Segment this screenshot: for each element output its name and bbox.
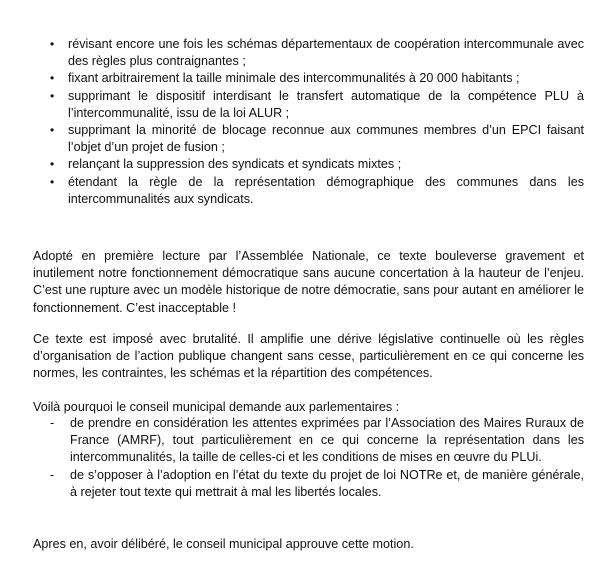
- dash-icon: -: [50, 416, 55, 430]
- paragraph-conclusion: Apres en, avoir délibéré, le conseil municipal approuve cette motion.: [33, 537, 414, 551]
- bullet-icon: •: [50, 174, 55, 189]
- list-item: • supprimant la minorité de blocage reconnue aux communes membres d’un EPCI faisant l’objet d’un projet de fusion ;: [50, 123, 584, 155]
- list-item: - de prendre en considération les attentes exprimées par l’Association des Maires Ruraux de France (AMRF), tout particulièrement en ce qui concerne la représentation dans les intercommunalités, la taille de celles-ci et les conditions de mises en œuvre du PLUi.: [50, 416, 584, 465]
- list-item: • supprimant le dispositif interdisant le transfert automatique de la compétence PLU à l’intercommunalité, issu de la loi ALUR ;: [50, 88, 584, 120]
- bullet-list: [50, 36, 584, 208]
- paragraph-demande: Voilà pourquoi le conseil municipal demande aux parlementaires :: [33, 400, 400, 414]
- bullet-icon: •: [50, 123, 55, 138]
- list-item: • fixant arbitrairement la taille minimale des intercommunalités à 20 000 habitants ;: [50, 70, 584, 87]
- list-item: • révisant encore une fois les schémas départementaux de coopération intercommunale avec des règles plus contraignantes ;: [50, 37, 584, 69]
- bullet-icon: •: [50, 157, 55, 172]
- paragraph-adopte: Adopté en première lecture par l’Assemblée Nationale, ce texte bouleverse gravement et inutilement notre fonctionnement démocratique sans aucune concertation à la hauteur de l’enjeu. C’est une rupture avec un modèle historique de notre démocratie, sans pour autant en améliorer le fonctionnement. C’est inacceptable !: [33, 249, 584, 315]
- bullet-icon: •: [50, 37, 55, 51]
- dash-list: [50, 415, 584, 501]
- list-item: • étendant la règle de la représentation démographique des communes dans les intercommunalités aux syndicats.: [50, 174, 584, 206]
- list-item: • relançant la suppression des syndicats et syndicats mixtes ;: [50, 156, 584, 173]
- bullet-icon: •: [50, 71, 55, 86]
- paragraph-impose: Ce texte est imposé avec brutalité. Il amplifie une dérive législative continuelle où les règles d’organisation de l’action publique changent sans cesse, particulièrement en ce qui concerne les normes, les contraintes, les schémas et la répartition des compétences.: [33, 332, 584, 381]
- dash-icon: -: [50, 467, 55, 482]
- list-item: - de s’opposer à l’adoption en l’état du texte du projet de loi NOTRe et, de manière générale, à rejeter tout texte qui mettrait à mal les libertés locales.: [50, 467, 584, 499]
- bullet-icon: •: [50, 88, 55, 103]
